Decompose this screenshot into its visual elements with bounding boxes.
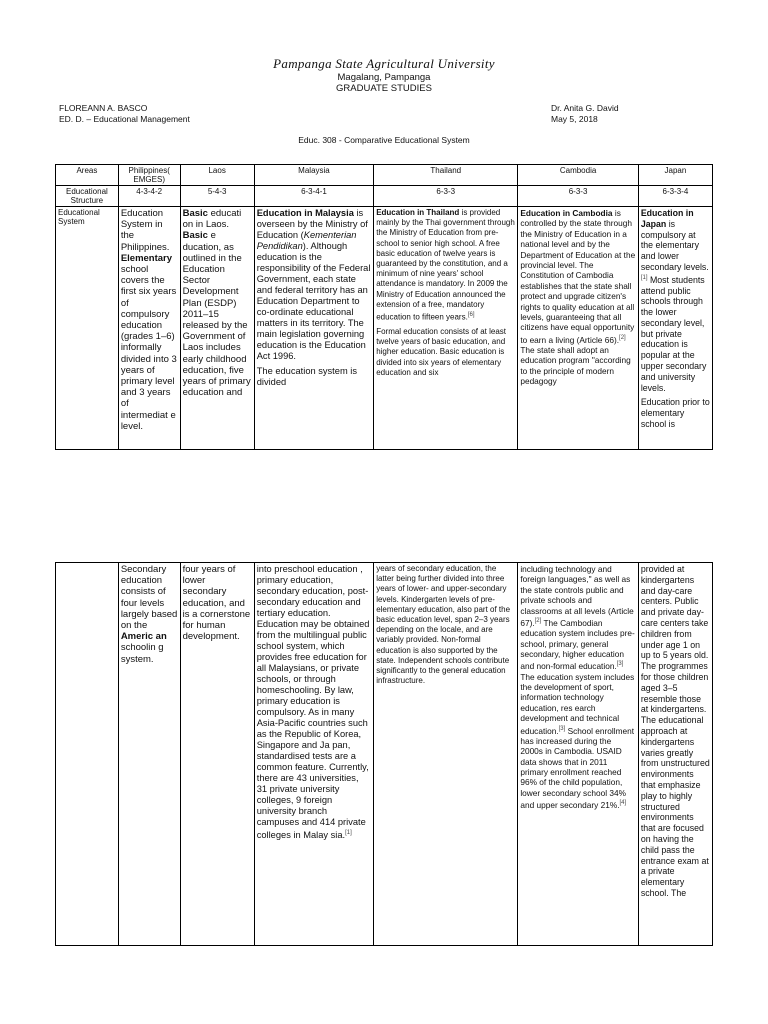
- ph-bold-1: Elementary: [120, 252, 173, 264]
- jp-paragraph-2: Education prior to elementary school is: [640, 397, 710, 430]
- column-header-malaysia: Malaysia: [254, 165, 373, 186]
- ph-text-4: schoolin g system.: [120, 642, 164, 665]
- table-row-system: [56, 207, 713, 450]
- ca-text-3: including technology and foreign languages," as well as the state controls public and private schools and classrooms at all levels (Article 67).: [520, 564, 634, 628]
- comparison-table-page2: [55, 562, 713, 946]
- jp-paragraph-1: [641, 208, 710, 393]
- ca-text-5: The education system includes the development of sport, information technology education, res earch development and technical education.: [520, 671, 635, 736]
- laos-bold-1: Basic: [182, 208, 208, 219]
- system-thailand: [374, 207, 518, 450]
- jp-bold-1: Education in Japan: [640, 208, 694, 229]
- column-header-philippines: Philippines( EMGES): [118, 165, 180, 186]
- my-text-2: ). Although education is the responsibility of the Federal Government, each state and federal territory has an Education Department to co-ordinate educational matters in its territory. The main legislation governing education is the Education Act 1996.: [256, 241, 371, 361]
- system-laos-cont: [180, 563, 254, 946]
- ca-text-2: The state shall adopt an education program "according to the principle of modern pedagogy: [520, 345, 631, 387]
- ca-ref-5: [4]: [619, 800, 627, 807]
- laos-bold-2: Basic: [182, 230, 208, 242]
- my-paragraph-2: The education system is divided: [256, 366, 357, 387]
- ph-text-3: Secondary education consists of four levels largely based on the: [120, 564, 178, 632]
- structure-laos: 5-4-3: [180, 186, 254, 207]
- ph-text-2: school covers the first six years of compulsory education (grades 1–6) informally divided into 3 years of primary level and 3 years of intermediat e level.: [120, 264, 177, 432]
- ph-bold-2: Americ an: [120, 631, 167, 643]
- professor-name: Dr. Anita G. David: [551, 103, 619, 113]
- ca-text-4: The Cambodian education system includes pre-school, primary, general secondary, higher education and non-formal education.: [520, 617, 635, 672]
- structure-malaysia: 6-3-4-1: [254, 186, 373, 207]
- table-row-structure: [56, 186, 713, 207]
- th-paragraph-2: Formal education consists of at least twelve years of basic education, and higher education. Basic education is divided into six years of elementary education and six: [376, 326, 507, 377]
- my-bold-1: Education in Malaysia: [256, 208, 354, 218]
- jp-text-1: is compulsory at the elementary and lower secondary levels.: [640, 218, 709, 272]
- structure-philippines: 4-3-4-2: [118, 186, 180, 207]
- document-header: [0, 56, 768, 94]
- th-text-1: is provided mainly by the Thai government through the Ministry of Education from pre-school to senior high school. A free basic education of twelve years is guaranteed by the constitution, and a minimum of nine years' school attendance is mandatory. In 2009 the Ministry of Education announced the extension of a free, mandatory education to fifteen years.: [376, 208, 515, 322]
- th-ref-1: [6]: [467, 312, 475, 319]
- university-name: Pampanga State Agricultural University: [273, 56, 495, 71]
- column-header-areas: Areas: [56, 165, 119, 186]
- structure-japan: 6-3-3-4: [638, 186, 712, 207]
- jp-ref-1: [1]: [640, 274, 648, 281]
- my-text-1: is overseen by the Ministry of Education (: [256, 208, 368, 240]
- system-philippines-cont: [118, 563, 180, 946]
- student-info: [59, 103, 190, 125]
- my-italic-1: Kementerian Pendidikan: [256, 230, 357, 251]
- jp-text-3: provided at kindergartens and day-care centers. Public and private day-care centers take children from under age 1 on up to 5 years old. The programmes for those children aged 3–5 resemble those at kindergartens. The educational approach at kindergartens varies greatly from unstructured environments that emphasize play to highly structured environments that are focused on having the child pass the entrance exam at a private elementary school. The: [640, 564, 710, 898]
- submission-date: May 5, 2018: [551, 114, 598, 124]
- student-name: FLOREANN A. BASCO: [59, 103, 148, 113]
- ph-text-1: Education System in the Philippines.: [120, 208, 170, 253]
- row-label-empty: [56, 563, 119, 946]
- system-japan-cont: [638, 563, 712, 946]
- comparison-table-page1: [55, 164, 713, 450]
- table-row-system-continued: [56, 563, 713, 946]
- my-paragraph-1: [257, 208, 371, 362]
- row-label-structure: Educational Structure: [56, 186, 119, 207]
- system-malaysia-cont: [254, 563, 373, 946]
- column-header-cambodia: Cambodia: [518, 165, 638, 186]
- system-thailand-cont: [374, 563, 518, 946]
- ca-ref-4: [3]: [558, 725, 566, 732]
- structure-thailand: 6-3-3: [374, 186, 518, 207]
- student-program: ED. D. – Educational Management: [59, 114, 190, 124]
- th-bold-1: Education in Thailand: [376, 208, 460, 217]
- ca-text-6: School enrollment has increased during the 2000s in Cambodia. USAID data shows that in 2011 primary enrollment reached 96% of the child population, lower secondary school 34% and upper secondary 21%.: [520, 725, 635, 810]
- system-laos: [180, 207, 254, 450]
- division-name: GRADUATE STUDIES: [336, 83, 432, 94]
- th-paragraph-1: [376, 208, 515, 323]
- column-header-japan: Japan: [638, 165, 712, 186]
- laos-text-2: e ducation, as outlined in the Education Sector Development Plan (ESDP) 2011–15 released by the Government of Laos includes early childhood education, five years of primary education and: [182, 230, 251, 399]
- university-location: Magalang, Pampanga: [337, 72, 431, 83]
- system-japan: [638, 207, 712, 450]
- ca-ref-3: [3]: [616, 661, 624, 668]
- system-philippines: [118, 207, 180, 450]
- professor-info: [551, 103, 619, 125]
- column-header-laos: Laos: [180, 165, 254, 186]
- laos-text-1: educati on in Laos.: [182, 208, 242, 231]
- my-text-3: into preschool education , primary education, secondary education, post-secondary education and tertiary education. Education may be obtained from the multilingual public school system, which provides free education for all Malaysians, or private schools, or through homeschooling. By law, primary education is compulsory. As in many Asia-Pacific countries such as the Republic of Korea, Singapore and Ja pan, standardised tests are a common feature. Currently, there are 43 universities, 31 private university colleges, 9 foreign university branch campuses and 414 private colleges in Malay sia.: [256, 564, 370, 841]
- course-title: Educ. 308 - Comparative Educational System: [298, 135, 470, 145]
- table-header-row: [56, 165, 713, 186]
- row-label-system: Educational System: [56, 207, 119, 450]
- laos-text-3: four years of lower secondary education, and is a cornerstone for human development.: [182, 564, 251, 643]
- system-cambodia-cont: [518, 563, 638, 946]
- ca-bold-1: Education in Cambodia: [520, 208, 613, 218]
- ca-text-1: is controlled by the state through the Ministry of Education in a national level and by the Department of Education at the provincial level. The Constitution of Cambodia establishes that the state shall protect and upgrade citizen's rights to quality education at all levels, guaranteeing that all citizens have equal opportunity to earn a living (Article 66).: [520, 208, 636, 345]
- structure-cambodia: 6-3-3: [518, 186, 638, 207]
- system-cambodia: [518, 207, 638, 450]
- my-ref-1: [1]: [345, 830, 352, 836]
- system-malaysia: [254, 207, 373, 450]
- ca-ref-1: [2]: [619, 334, 626, 341]
- jp-text-2: Most students attend public schools through the lower secondary level, but private education is popular at the upper secondary and university levels.: [640, 274, 707, 393]
- ca-ref-2: [2]: [534, 618, 542, 625]
- th-text-3: years of secondary education, the latter being further divided into three years of lower- and upper-secondary levels. Kindergarten levels of pre-elementary education, also part of the basic education level, span 2–3 years depending on the locale, and are variably provided. Non-formal education is also supported by the state. Independent schools contribute significantly to the general education infrastructure.: [376, 564, 511, 686]
- column-header-thailand: Thailand: [374, 165, 518, 186]
